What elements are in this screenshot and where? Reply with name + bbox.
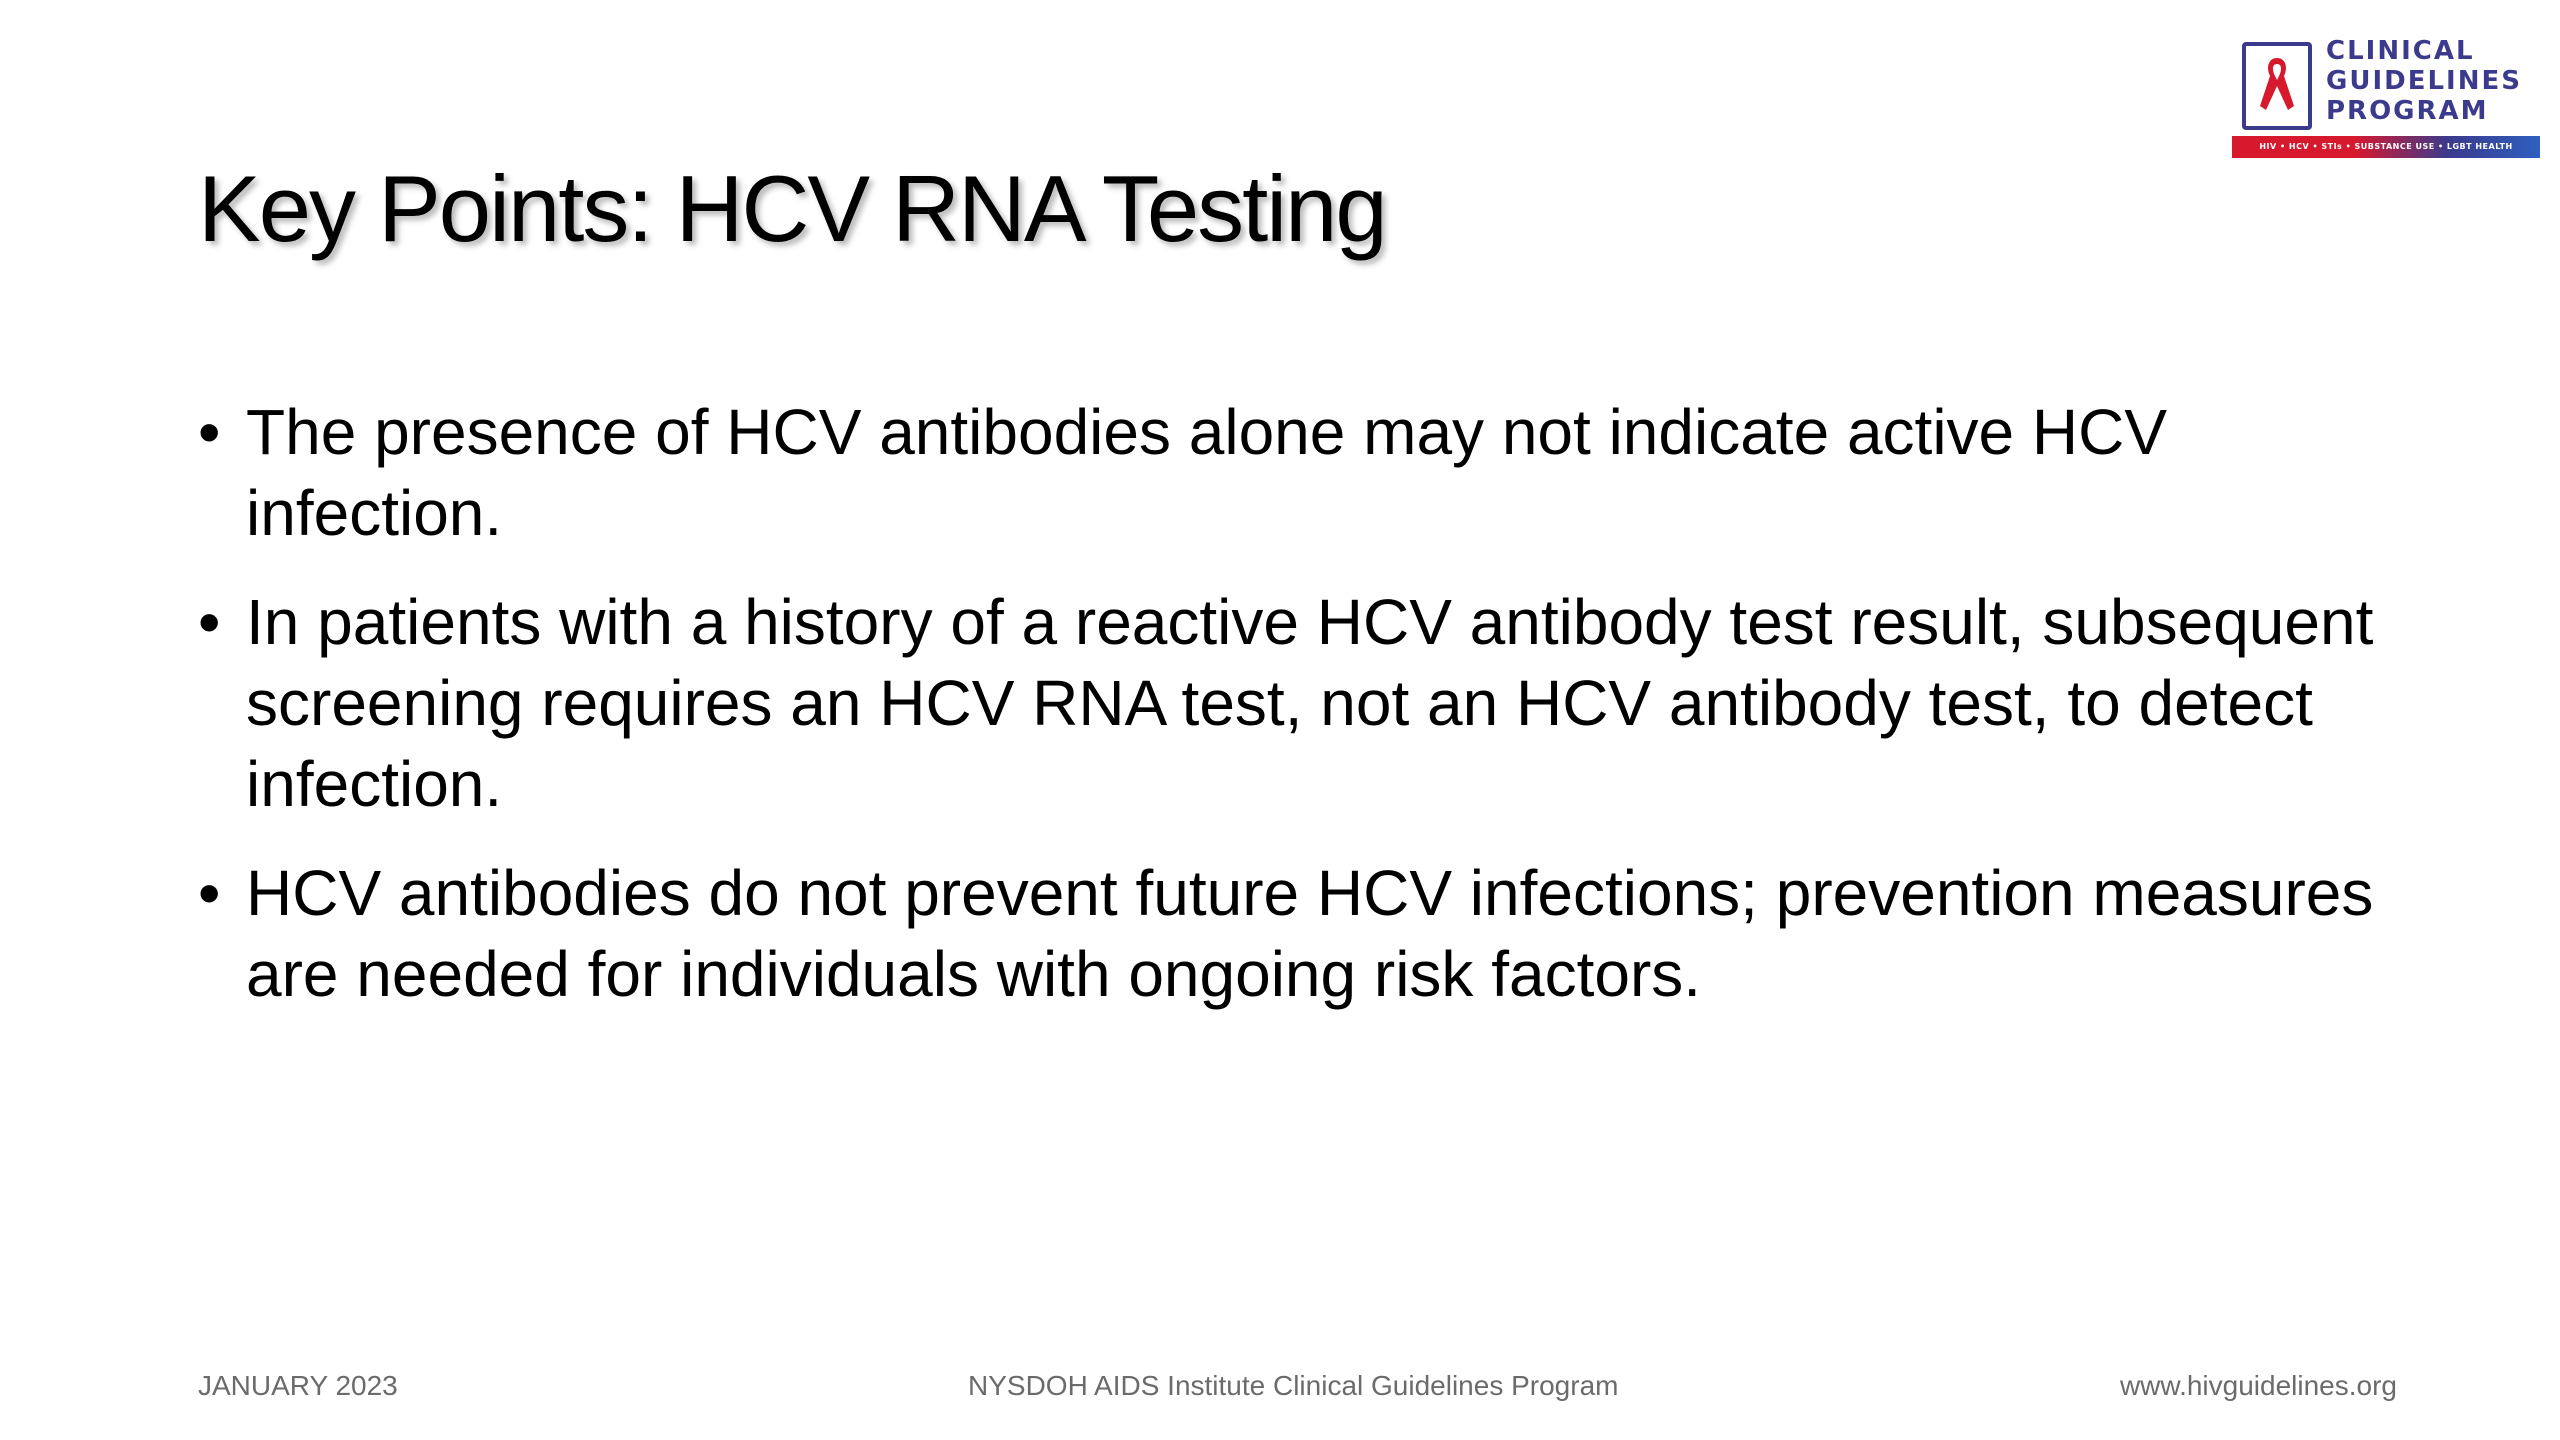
logo-wordmark (2326, 36, 2522, 126)
logo-frame (2242, 42, 2312, 130)
bullet-item (196, 392, 2436, 554)
logo-line-1: CLINICAL (2326, 36, 2475, 66)
footer-website-link[interactable]: www.hivguidelines.org (2119, 1370, 2397, 1401)
slide-title: Key Points: HCV RNA Testing (198, 156, 1386, 261)
footer-program: NYSDOH AIDS Institute Clinical Guidelines Program (968, 1370, 1619, 1401)
logo-line-2: GUIDELINES (2326, 66, 2522, 96)
bullet-text: HCV antibodies do not prevent future HCV infections; prevention measures are needed for individuals with ongoing risk factors. (246, 857, 2374, 1010)
red-ribbon-icon (2246, 46, 2308, 126)
bullet-item (196, 582, 2436, 825)
bullet-item (196, 853, 2436, 1015)
bullet-marker: • (198, 857, 221, 929)
footer-date: JANUARY 2023 (198, 1370, 398, 1401)
bullet-text: The presence of HCV antibodies alone may not indicate active HCV infection. (246, 396, 2168, 549)
bullet-text: In patients with a history of a reactive HCV antibody test result, subsequent screening requires an HCV RNA test, not an HCV antibody test, to detect infection. (246, 586, 2374, 820)
logo-line-3: PROGRAM (2326, 96, 2489, 126)
bullet-list (196, 392, 2436, 1043)
bullet-marker: • (198, 586, 221, 658)
clinical-guidelines-logo (2232, 36, 2540, 162)
bullet-marker: • (198, 396, 221, 468)
logo-tagline-strip: HIV • HCV • STIs • SUBSTANCE USE • LGBT HEALTH (2232, 136, 2540, 158)
